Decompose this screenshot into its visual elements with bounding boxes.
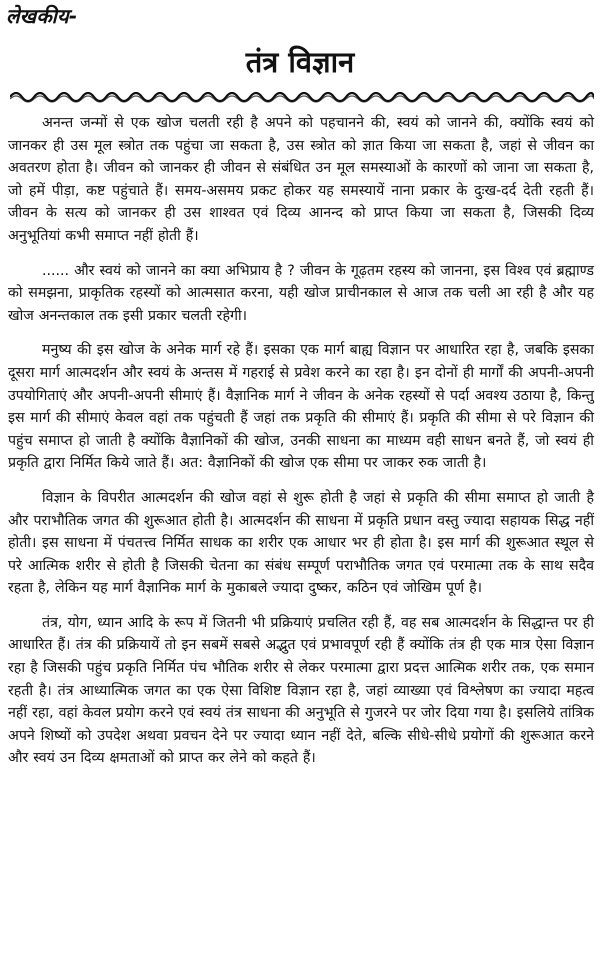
paragraph-5: तंत्र, योग, ध्यान आदि के रूप में जितनी भी प्रक्रियाएं प्रचलित रही हैं, वह सब आत्मदर्शन के सिद्धान्त पर ही आधारित हैं। तंत्र की प्रक्रियायें तो इन सबमें सबसे अद्भुत एवं प्रभावपूर्ण रही हैं क्योंकि तंत्र ही एक मात्र ऐसा विज्ञान रहा है जिसकी पहुंच प्रकृति निर्मित पंच भौतिक शरीर से लेकर परमात्मा द्वारा प्रदत्त आत्मिक शरीर तक, एक समान रहती है। तंत्र आध्यात्मिक जगत का एक ऐसा विशिष्ट विज्ञान रहा है, जहां व्याख्या एवं विश्लेषण का ज्यादा महत्व नहीं रहा, वहां केवल प्रयोग करने एवं स्वयं तंत्र साधना की अनुभूति से गुजरने पर जोर दिया गया है। इसलिये तांत्रिक अपने शिष्यों को उपदेश अथवा प्रवचन देने पर ज्यादा ध्यान नहीं देते, बल्कि सीधे-सीधे प्रयोगों की शुरूआत करने और स्वयं उन दिव्य क्षमताओं को प्राप्त कर लेने को कहते हैं। (8, 614, 594, 767)
decorative-divider-icon (10, 88, 594, 106)
paragraph-1: अनन्त जन्मों से एक खोज चलती रही है अपने को पहचानने की, स्वयं को जानने की, क्योंकि स्वयं को जानकर ही उस मूल स्त्रोत तक पहुंचा जा सकता है, उस स्त्रोत को ज्ञात किया जा सकता है, जहां से जीवन का अवतरण होता है। जीवन को जानकर ही जीवन से संबंधित उन मूल समस्याओं के कारणों को जाना जा सकता है, जो हमें पीड़ा, कष्ट पहुंचाते हैं। समय-असमय प्रकट होकर यह समस्यायें नाना प्रकार के दुःख-दर्द देती रहती हैं। जीवन के सत्य को जानकर ही उस शाश्वत एवं दिव्य आनन्द को प्राप्त किया जा सकता है, जिसकी दिव्य अनुभूतियां कभी समाप्त नहीं होती हैं। (8, 115, 594, 244)
article-body (8, 112, 594, 782)
section-label: लेखकीय- (6, 4, 78, 28)
paragraph-3: मनुष्य की इस खोज के अनेक मार्ग रहे हैं। इसका एक मार्ग बाह्य विज्ञान पर आधारित रहा है, जबकि इसका दूसरा मार्ग आत्मदर्शन और स्वयं के अन्तस में गहराई से प्रवेश करने का रहा है। इन दोनों ही मार्गों की अपनी-अपनी उपयोगिताएं और अपनी-अपनी सीमाएं हैं। वैज्ञानिक मार्ग ने जीवन के अनेक रहस्यों से पर्दा अवश्य उठाया है, किन्तु इस मार्ग की सीमाएं केवल वहां तक पहुंचती हैं जहां तक प्रकृति की सीमाएं हैं। प्रकृति की सीमा से परे विज्ञान की पहुंच समाप्त हो जाती है क्योंकि वैज्ञानिकों की खोज, उनकी साधना का माध्यम वही साधन बनते हैं, जो स्वयं ही प्रकृति द्वारा निर्मित किये जाते हैं। अत: वैज्ञानिकों की खोज एक सीमा पर जाकर रुक जाती है। (8, 342, 594, 472)
paragraph-2: ...... और स्वयं को जानने का क्या अभिप्राय है ? जीवन के गूढ़तम रहस्य को जानना, इस विश्व एवं ब्रह्माण्ड को समझना, प्राकृतिक रहस्यों को आत्मसात करना, यही खोज प्राचीनकाल से आज तक चली आ रही है और यह खोज अनन्तकाल तक इसी प्रकार चलती रहेगी। (8, 262, 594, 324)
paragraph-4: विज्ञान के विपरीत आत्मदर्शन की खोज वहां से शुरू होती है जहां से प्रकृति की सीमा समाप्त हो जाती है और पराभौतिक जगत की शुरूआत होती है। आत्मदर्शन की साधना में प्रकृति प्रधान वस्तु ज्यादा सहायक सिद्ध नहीं होती। इस साधना में पंचतत्त्व निर्मित साधक का शरीर एक आधार भर ही होता है। इस मार्ग की शुरूआत स्थूल से परे आत्मिक शरीर से होती है जिसकी चेतना का संबंध सम्पूर्ण पराभौतिक जगत एवं परमात्मा तक के साथ सदैव रहता है, लेकिन यह मार्ग वैज्ञानिक मार्ग के मुकाबले ज्यादा दुष्कर, कठिन एवं जोखिम पूर्ण है। (8, 489, 594, 597)
page-title: तंत्र विज्ञान (245, 45, 355, 79)
